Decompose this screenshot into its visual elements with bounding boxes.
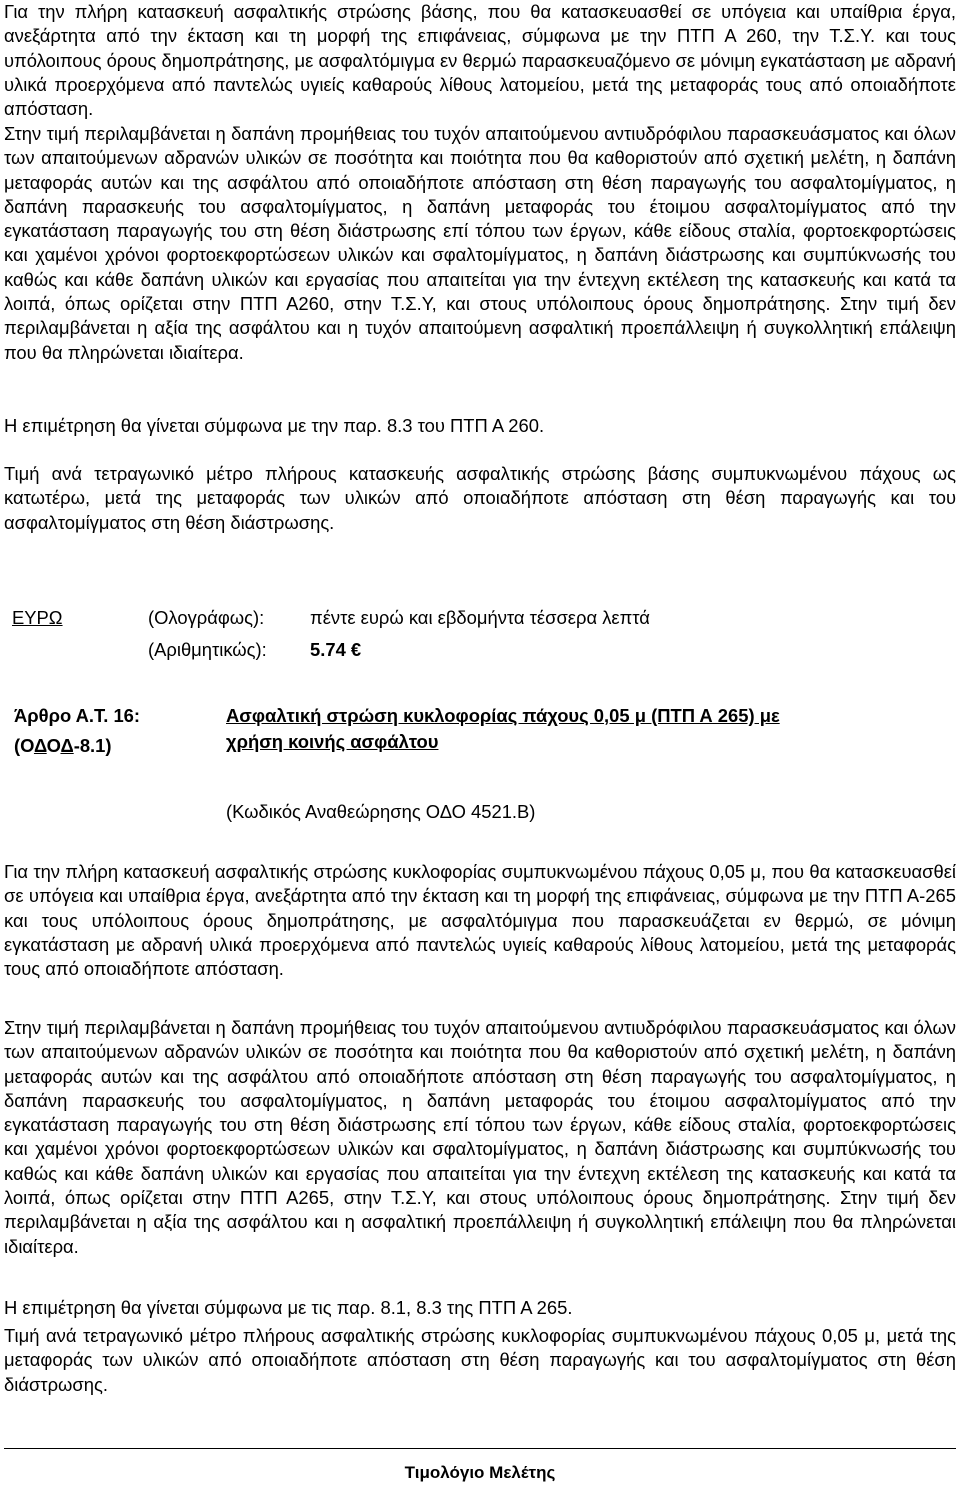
footer-title: Τιμολόγιο Μελέτης — [404, 1463, 556, 1482]
bottom-paragraph-measurement: Η επιμέτρηση θα γίνεται σύμφωνα με τις παρ. 8.1, 8.3 της ΠΤΠ Α 265. — [4, 1297, 573, 1318]
article-code-part: Δ — [33, 735, 47, 756]
article-code — [14, 734, 112, 758]
article-title-line-2: χρήση κοινής ασφάλτου — [226, 731, 439, 752]
top-paragraph-description: Για την πλήρη κατασκευή ασφαλτικής στρώσης βάσης, που θα κατασκευασθεί σε υπόγεια και υπαίθρια έργα, ανεξάρτητα από την έκταση και τη μορφή της επιφάνειας, σύμφωνα με την ΠΤΠ Α 260, την Τ.Σ.Υ. και τους υπόλοιπους όρους δημοπράτησης, με ασφαλτόμιγμα εν θερμώ παρασκευαζόμενο σε μόνιμη εγκατάσταση με αδρανή υλικά προερχόμενα από παντελώς υγιείς καθαρούς λίθους λατομείου, μετά της μεταφοράς τους από οποιαδήποτε απόσταση. — [4, 1, 956, 120]
price-amount: 5.74 — [310, 639, 346, 660]
price-words-value: πέντε ευρώ και εβδομήντα τέσσερα λεπτά — [310, 607, 650, 628]
article-number: Άρθρο Α.Τ. 16: — [14, 705, 141, 726]
top-paragraph-measurement: Η επιμέτρηση θα γίνεται σύμφωνα με την παρ. 8.3 του ΠΤΠ Α 260. — [4, 415, 545, 436]
footer-divider — [4, 1448, 956, 1449]
euro-icon: € — [350, 639, 362, 660]
bottom-paragraph-price-includes: Στην τιμή περιλαμβάνεται η δαπάνη προμήθειας του τυχόν απαιτούμενου αντιυδρόφιλου παρασκευάσματος και όλων των απαιτούμενων αδρανών υλικών σε ποσότητα και ποιότητα που θα καθοριστούν από σχετική μελέτη, η δαπάνη μεταφοράς αυτών και της ασφάλτου από οποιαδήποτε απόσταση στη θέση παραγωγής του ασφαλτομίγματος, η δαπάνη παρασκευής του ασφαλτομίγματος, η δαπάνη μεταφοράς του έτοιμου ασφαλτομίγματος από την εγκατάσταση παραγωγής του στη θέση διάστρωσης επί τόπου των έργων, κάθε είδους σταλία, φορτοεκφορτώσεις και χαμένοι χρόνοι φορτοεκφορτώσεων υλικών και σφαλτομίγματος, η δαπάνη διάστρωσης και συμπύκνωσής του καθώς και κάθε δαπάνη υλικών και εργασίας που απαιτείται για την έντεχνη εκτέλεση της κατασκευής και κατά τα λοιπά, όπως ορίζεται στην ΠΤΠ Α265, στην Τ.Σ.Υ, και στους υπόλοιπους όρους δημοπράτησης. Στην τιμή δεν περιλαμβάνεται η αξία της ασφάλτου και η ασφαλτική προεπάλλειψη ή συγκολλητική επάλειψη που θα πληρώνεται ιδιαίτερα. — [4, 1017, 956, 1257]
article-code-part: Ο — [46, 735, 61, 756]
top-paragraph-unit-price: Τιμή ανά τετραγωνικό μέτρο πλήρους κατασκευής ασφαλτικής στρώσης βάσης συμπυκνωμένου πάχους ως κατωτέρω, μετά της μεταφοράς των υλικών από οποιαδήποτε απόσταση στη θέση παραγωγής και του ασφαλτομίγματος στη θέση διάστρωσης. — [4, 463, 956, 533]
price-words-label: (Ολογράφως): — [148, 607, 265, 628]
price-numeric-value — [310, 638, 361, 662]
article-title-line-1: Ασφαλτική στρώση κυκλοφορίας πάχους 0,05 μ (ΠΤΠ Α 265) με — [226, 705, 780, 726]
article-code-part: Δ — [60, 735, 74, 756]
price-numeric-label: (Αριθμητικώς): — [148, 639, 267, 660]
article-code-part: -8.1) — [73, 735, 112, 756]
article-revision-code: (Κωδικός Αναθεώρησης ΟΔΟ 4521.Β) — [226, 801, 536, 822]
price-currency: ΕΥΡΩ — [12, 607, 63, 628]
bottom-paragraph-description: Για την πλήρη κατασκευή ασφαλτικής στρώσης κυκλοφορίας συμπυκνωμένου πάχους 0,05 μ, που θα κατασκευασθεί σε υπόγεια και υπαίθρια έργα, ανεξάρτητα από την έκταση και τη μορφή της επιφάνειας, σύμφωνα με την ΠΤΠ Α-265 και τους υπόλοιπους όρους δημοπράτησης, με ασφαλτόμιγμα που παρασκευάζεται εν θερμώ, σε μόνιμη εγκατάσταση με αδρανή υλικά προερχόμενα από παντελώς υγιείς καθαρούς λίθους λατομείου, μετά της μεταφοράς τους από οποιαδήποτε απόσταση. — [4, 861, 956, 980]
article-code-part: (Ο — [14, 735, 34, 756]
top-paragraph-price-includes: Στην τιμή περιλαμβάνεται η δαπάνη προμήθειας του τυχόν απαιτούμενου αντιυδρόφιλου παρασκευάσματος και όλων των απαιτούμενων αδρανών υλικών σε ποσότητα και ποιότητα που θα καθοριστούν από σχετική μελέτη, η δαπάνη μεταφοράς αυτών και της ασφάλτου από οποιαδήποτε απόσταση στη θέση παραγωγής του ασφαλτομίγματος, η δαπάνη παρασκευής του ασφαλτομίγματος, η δαπάνη μεταφοράς του έτοιμου ασφαλτομίγματος από την εγκατάσταση παραγωγής του στη θέση διάστρωσης επί τόπου των έργων, κάθε είδους σταλία, φορτοεκφορτώσεις και χαμένοι χρόνοι φορτοεκφορτώσεων υλικών και σφαλτομίγματος, η δαπάνη διάστρωσης και συμπύκνωσής του καθώς και κάθε δαπάνη υλικών και εργασίας που απαιτείται για την έντεχνη εκτέλεση της κατασκευής και κατά τα λοιπά, όπως ορίζεται στην ΠΤΠ Α260, στην Τ.Σ.Υ, και στους υπόλοιπους όρους δημοπράτησης. Στην τιμή δεν περιλαμβάνεται η αξία της ασφάλτου και η τυχόν απαιτούμενη ασφαλτική προεπάλλειψη ή συγκολλητική επάλειψη που θα πληρώνεται ιδιαίτερα. — [4, 123, 956, 363]
bottom-paragraph-unit-price: Τιμή ανά τετραγωνικό μέτρο πλήρους ασφαλτικής στρώσης κυκλοφορίας συμπυκνωμένου πάχους 0,05 μ, μετά της μεταφοράς των υλικών από οποιαδήποτε απόσταση στη θέση παραγωγής και του ασφαλτομίγματος στη θέση διάστρωσης. — [4, 1325, 956, 1395]
